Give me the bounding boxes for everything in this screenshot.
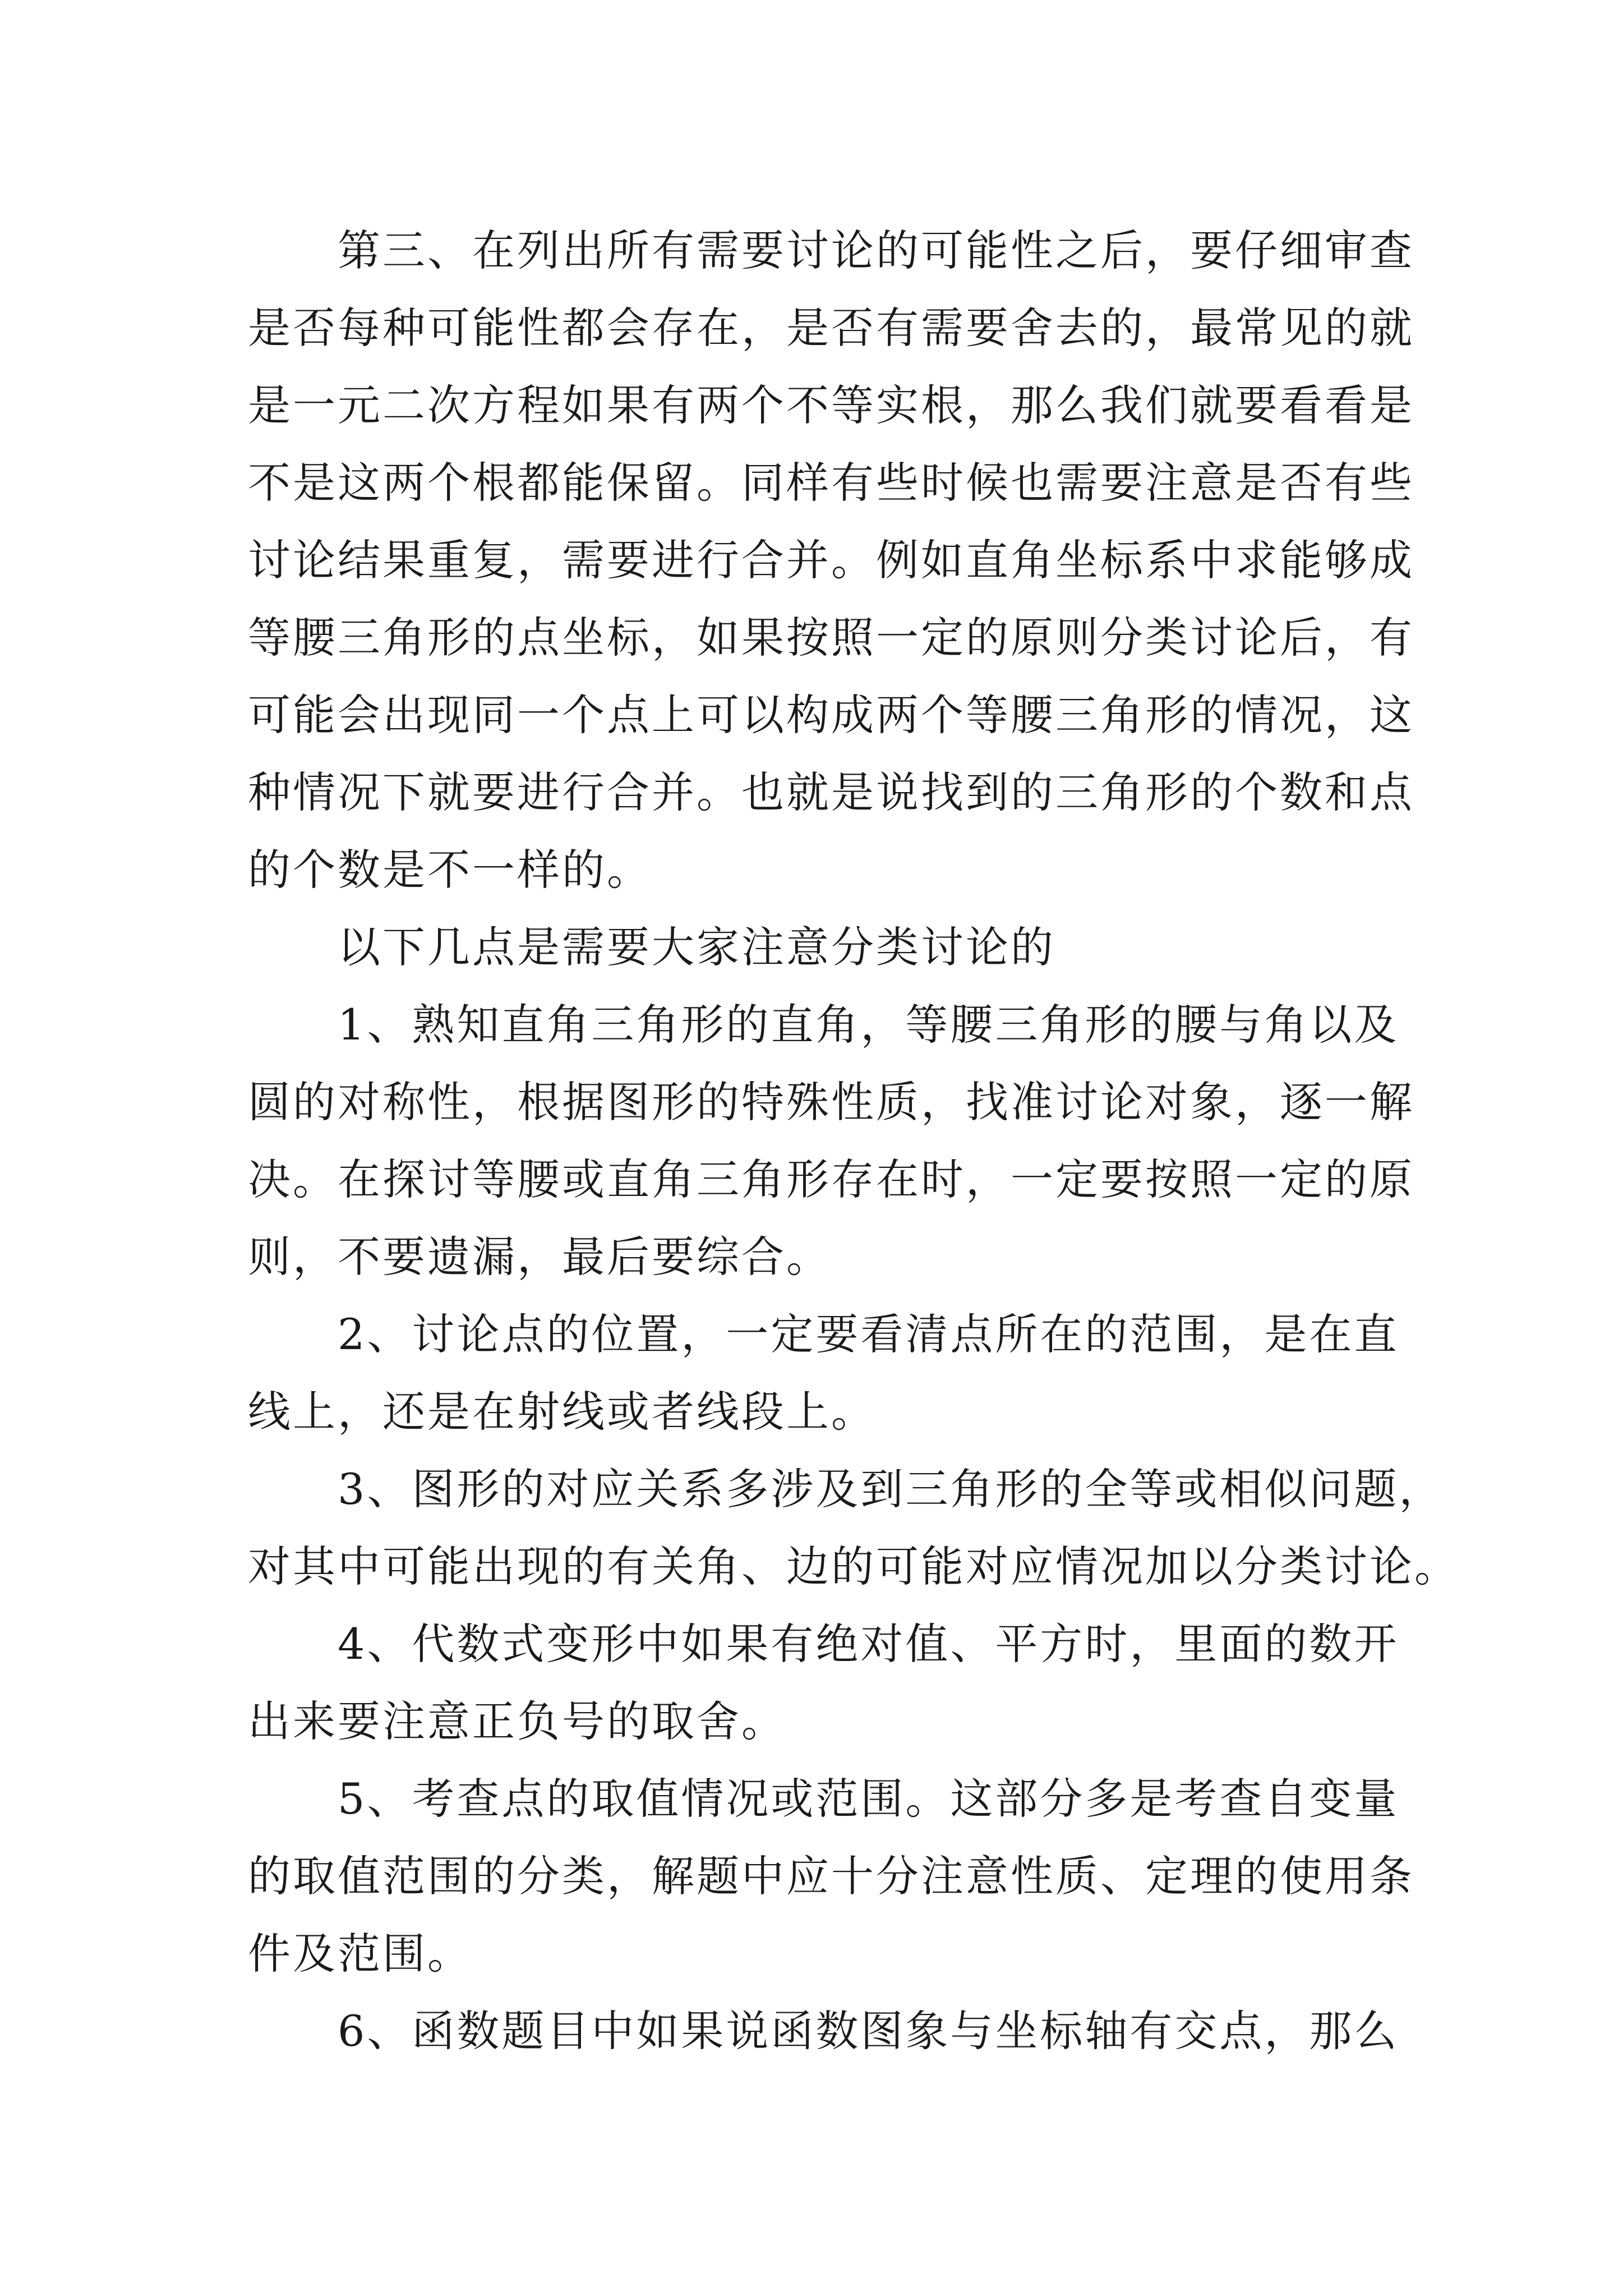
list-item-4: 4、代数式变形中如果有绝对值、平方时，里面的数开 bbox=[338, 1619, 1399, 1669]
paragraph-line: 是否每种可能性都会存在，是否有需要舍去的，最常见的就 bbox=[248, 303, 1414, 353]
section-heading: 以下几点是需要大家注意分类讨论的 bbox=[338, 922, 1055, 972]
list-item-1-cont: 则，不要遗漏，最后要综合。 bbox=[248, 1232, 831, 1282]
body-text bbox=[248, 212, 1459, 2070]
list-item-2: 2、讨论点的位置，一定要看清点所在的范围，是在直 bbox=[338, 1309, 1399, 1359]
list-item-3: 3、图形的对应关系多涉及到三角形的全等或相似问题， bbox=[338, 1464, 1444, 1514]
list-item-1-cont: 决。在探讨等腰或直角三角形存在时，一定要按照一定的原 bbox=[248, 1154, 1414, 1204]
paragraph-line: 的个数是不一样的。 bbox=[248, 845, 652, 895]
paragraph-line: 等腰三角形的点坐标，如果按照一定的原则分类讨论后，有 bbox=[248, 613, 1414, 662]
paragraph-line: 不是这两个根都能保留。同样有些时候也需要注意是否有些 bbox=[248, 458, 1414, 508]
list-item-3-cont: 对其中可能出现的有关角、边的可能对应情况加以分类讨论。 bbox=[248, 1542, 1459, 1591]
paragraph-line: 第三、在列出所有需要讨论的可能性之后，要仔细审查 bbox=[338, 226, 1414, 275]
list-item-1: 1、熟知直角三角形的直角，等腰三角形的腰与角以及 bbox=[338, 1000, 1399, 1050]
list-item-5: 5、考查点的取值情况或范围。这部分多是考查自变量 bbox=[338, 1774, 1399, 1824]
paragraph-line: 讨论结果重复，需要进行合并。例如直角坐标系中求能够成 bbox=[248, 535, 1414, 585]
list-item-1-cont: 圆的对称性，根据图形的特殊性质，找准讨论对象，逐一解 bbox=[248, 1077, 1414, 1127]
list-item-2-cont: 线上，还是在射线或者线段上。 bbox=[248, 1387, 876, 1437]
paragraph-line: 可能会出现同一个点上可以构成两个等腰三角形的情况，这 bbox=[248, 690, 1414, 740]
list-item-5-cont: 的取值范围的分类，解题中应十分注意性质、定理的使用条 bbox=[248, 1851, 1414, 1901]
paragraph-line: 种情况下就要进行合并。也就是说找到的三角形的个数和点 bbox=[248, 767, 1414, 817]
paragraph-line: 是一元二次方程如果有两个不等实根，那么我们就要看看是 bbox=[248, 380, 1414, 430]
list-item-4-cont: 出来要注意正负号的取舍。 bbox=[248, 1696, 786, 1746]
list-item-5-cont: 件及范围。 bbox=[248, 1929, 472, 1978]
list-item-6: 6、函数题目中如果说函数图象与坐标轴有交点，那么 bbox=[338, 2006, 1399, 2056]
